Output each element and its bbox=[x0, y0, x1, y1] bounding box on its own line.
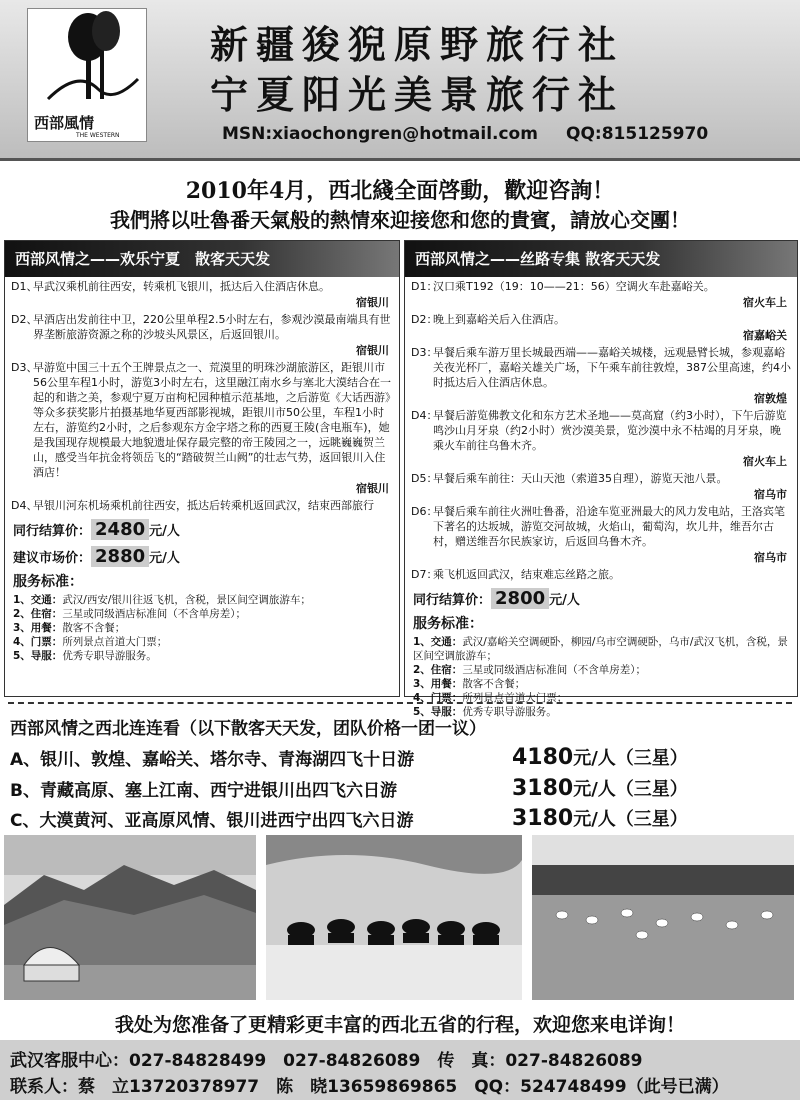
day-text: 早游览中国三十五个王牌景点之一、荒漠里的明珠沙湖旅游区，距银川市56公里车程1小时，游览3小时左右，这里融江南水乡与塞北大漠结合在一起的和谐之美，参观宁夏万亩枸杞园种植示范基地，之后游览《大话西游》等众多获奖影片拍摄基地华夏西部影视城，距银川市50公里，车程1小时左右，游览约2小时，之后参观东方金字塔之称的西夏王陵(含电瓶车)，她是我国现存规模最大地貌遗址保存最完整的帝王陵园之一，远眺巍巍贺兰山，感受当年抗金将领岳飞的“踏破贺兰山阙”的壮志气势，返回银川入住酒店！ bbox=[33, 361, 391, 479]
service-item bbox=[13, 607, 393, 621]
itinerary-day bbox=[411, 471, 791, 486]
service-text: 散客不含餐； bbox=[462, 678, 526, 690]
logo-text: 西部風情 bbox=[34, 114, 95, 132]
service-item bbox=[413, 635, 791, 663]
route-b-price bbox=[512, 775, 688, 801]
logo-subtext: THE WESTERN bbox=[76, 132, 120, 139]
route-c-price bbox=[512, 805, 688, 831]
service-item bbox=[413, 663, 791, 677]
day-text: 乘飞机返回武汉，结束难忘丝路之旅。 bbox=[433, 568, 620, 581]
itinerary-day bbox=[11, 360, 393, 480]
day-label: D6： bbox=[411, 505, 438, 518]
service-text: 三星或同级酒店标准间（不含单房差）； bbox=[462, 664, 647, 676]
day-label: D1： bbox=[411, 280, 438, 293]
market-price bbox=[13, 546, 399, 567]
day-text: 早酒店出发前往中卫，220公里单程2.5小时左右，参观沙漠最南端具有世界垄断旅游资源之称的沙坡头风景区，后返回银川。 bbox=[33, 313, 391, 341]
overnight-stay: 宿乌市 bbox=[754, 551, 787, 564]
camel-caravan-photo bbox=[266, 835, 522, 1000]
service-text: 武汉/西安/银川往返飞机，含税，景区间空调旅游车； bbox=[62, 594, 311, 606]
grassland-sheep-photo bbox=[532, 835, 794, 1000]
service-item bbox=[13, 593, 393, 607]
day-text: 早餐后乘车前往：天山天池（索道35自理），游览天池八景。 bbox=[433, 472, 728, 485]
price-unit: 元/人 bbox=[149, 551, 180, 566]
silk-road-tour-title: 西部风情之——丝路专集 散客天天发 bbox=[405, 241, 797, 277]
qq-contact: QQ:815125970 bbox=[566, 124, 709, 144]
service-text: 优秀专职导游服务。 bbox=[62, 650, 157, 662]
day-label: D1、 bbox=[11, 280, 38, 293]
service-text: 三星或同级酒店标准间（不含单房差）； bbox=[62, 608, 247, 620]
divider bbox=[8, 702, 792, 704]
desert-yurt-photo bbox=[4, 835, 256, 1000]
price-label: 同行结算价： bbox=[13, 524, 92, 539]
ningxia-tour-title: 西部风情之——欢乐宁夏 散客天天发 bbox=[5, 241, 399, 277]
service-label: 5、导服： bbox=[13, 650, 63, 662]
peer-price bbox=[413, 588, 797, 609]
service-item bbox=[13, 635, 393, 649]
service-text: 所列景点首道大门票； bbox=[462, 692, 568, 704]
day-text: 汉口乘T192（19：10——21：56）空调火车赴嘉峪关。 bbox=[433, 280, 715, 293]
day-label: D2、 bbox=[11, 313, 38, 326]
overnight-stay: 宿银川 bbox=[356, 296, 389, 309]
itinerary-day bbox=[411, 312, 791, 327]
service-text: 武汉/嘉峪关空调硬卧，柳园/乌市空调硬卧，乌市/武汉飞机，含税，景区间空调旅游车； bbox=[413, 636, 788, 662]
service-standard-title: 服务标准： bbox=[13, 574, 83, 590]
price-label: 同行结算价： bbox=[413, 593, 492, 608]
tree-logo-icon bbox=[28, 9, 146, 109]
day-label: D4、 bbox=[11, 499, 38, 512]
price-label: 建议市场价： bbox=[13, 551, 92, 566]
service-item bbox=[13, 649, 393, 663]
itinerary-day bbox=[411, 504, 791, 549]
price-unit: 元/人 bbox=[549, 593, 580, 608]
service-label: 4、门票： bbox=[413, 692, 463, 704]
subheadline-slogan: 我們將以吐魯番天氣般的熱情來迎接您和您的貴賓，請放心交團！ bbox=[110, 208, 690, 232]
service-standard-title: 服务标准： bbox=[413, 616, 483, 632]
service-center-phone: 武汉客服中心：027-84828499 027-84826089 传 真：027-84826089 bbox=[10, 1051, 643, 1071]
day-text: 晚上到嘉峪关后入住酒店。 bbox=[433, 313, 565, 326]
service-label: 5、导服： bbox=[413, 706, 463, 718]
day-label: D3、 bbox=[11, 361, 38, 374]
logo bbox=[27, 8, 147, 142]
itinerary-day bbox=[11, 279, 393, 294]
price-value: 2880 bbox=[91, 546, 149, 567]
overnight-stay: 宿敦煌 bbox=[754, 392, 787, 405]
route-b-name: B、青藏高原、塞上江南、西宁进银川出四飞六日游 bbox=[10, 781, 397, 801]
route-a-name: A、银川、敦煌、嘉峪关、塔尔寺、青海湖四飞十日游 bbox=[10, 750, 415, 770]
bottom-slogan: 我处为您准备了更精彩更丰富的西北五省的行程，欢迎您来电详询！ bbox=[114, 1014, 685, 1036]
route-price-value: 4180 bbox=[512, 745, 574, 770]
day-text: 早餐后乘车游万里长城最西端——嘉峪关城楼，远观悬臂长城，参观嘉峪关夜光杯厂，嘉峪关雄关广场，下午乘车前往敦煌，387公里高速，约4小时抵达后入住酒店休息。 bbox=[433, 346, 791, 389]
service-label: 1、交通： bbox=[13, 594, 63, 606]
itinerary-day bbox=[411, 345, 791, 390]
day-label: D5： bbox=[411, 472, 438, 485]
itinerary-day bbox=[11, 312, 393, 342]
ningxia-tour-column bbox=[4, 240, 400, 697]
itinerary-day bbox=[411, 408, 791, 453]
peer-price bbox=[13, 519, 399, 540]
day-label: D4： bbox=[411, 409, 438, 422]
service-text: 所列景点首道大门票； bbox=[62, 636, 168, 648]
service-item bbox=[413, 677, 791, 691]
route-price-value: 3180 bbox=[512, 776, 574, 801]
day-label: D2： bbox=[411, 313, 438, 326]
service-label: 3、用餐： bbox=[413, 678, 463, 690]
day-label: D7： bbox=[411, 568, 438, 581]
itinerary-day bbox=[11, 498, 393, 513]
route-a-price bbox=[512, 744, 688, 770]
price-value: 2480 bbox=[91, 519, 149, 540]
agency-name-xinjiang: 新疆狻猊原野旅行社 bbox=[210, 23, 625, 67]
day-text: 早银川河东机场乘机前往西安，抵达后转乘机返回武汉，结束西部旅行 bbox=[33, 499, 374, 512]
day-text: 早餐后游览佛教文化和东方艺术圣地——莫高窟（约3小时），下午后游览鸣沙山月牙泉（约2小时）赏沙漠美景，览沙漠中永不枯竭的月牙泉，晚乘火车前往乌鲁木齐。 bbox=[433, 409, 787, 452]
agency-name-ningxia: 宁夏阳光美景旅行社 bbox=[210, 73, 625, 117]
overnight-stay: 宿乌市 bbox=[754, 488, 787, 501]
route-price-value: 3180 bbox=[512, 806, 574, 831]
service-text: 散客不含餐； bbox=[62, 622, 126, 634]
itinerary-day bbox=[411, 567, 791, 582]
msn-contact: MSN:xiaochongren@hotmail.com bbox=[222, 124, 538, 144]
route-price-unit: 元/人（三星） bbox=[573, 779, 688, 800]
overnight-stay: 宿嘉峪关 bbox=[743, 329, 787, 342]
itinerary-day bbox=[411, 279, 791, 294]
service-item bbox=[13, 621, 393, 635]
overnight-stay: 宿银川 bbox=[356, 344, 389, 357]
route-price-unit: 元/人（三星） bbox=[573, 809, 688, 830]
overnight-stay: 宿银川 bbox=[356, 482, 389, 495]
overnight-stay: 宿火车上 bbox=[743, 296, 787, 309]
price-unit: 元/人 bbox=[149, 524, 180, 539]
headline-slogan: 2010年4月，西北綫全面啓動，歡迎咨詢！ bbox=[185, 178, 615, 204]
silk-road-tour-column bbox=[404, 240, 798, 718]
price-value: 2800 bbox=[491, 588, 549, 609]
day-label: D3： bbox=[411, 346, 438, 359]
service-label: 2、住宿： bbox=[13, 608, 63, 620]
overnight-stay: 宿火车上 bbox=[743, 455, 787, 468]
route-c-name: C、大漠黄河、亚高原风情、银川进西宁出四飞六日游 bbox=[10, 811, 414, 831]
day-text: 早餐后乘车前往火洲吐鲁番，沿途车览亚洲最大的风力发电站，王洛宾笔下著名的达坂城，游览交河故城，火焰山，葡萄沟，坎儿井，维吾尔古村，赠送维吾尔民族家访，后返回乌鲁木齐。 bbox=[433, 505, 785, 548]
route-price-unit: 元/人（三星） bbox=[573, 748, 688, 769]
contact-persons: 联系人：蔡 立13720378977 陈 晓13659869865 QQ：524748499（此号已满） bbox=[10, 1077, 729, 1097]
service-text: 优秀专职导游服务。 bbox=[462, 706, 557, 718]
service-label: 3、用餐： bbox=[13, 622, 63, 634]
northwest-routes-title: 西部风情之西北连连看（以下散客天天发，团队价格一团一议） bbox=[10, 719, 486, 739]
service-label: 4、门票： bbox=[13, 636, 63, 648]
service-label: 1、交通： bbox=[413, 636, 463, 648]
day-text: 早武汉乘机前往西安，转乘机飞银川，抵达后入住酒店休息。 bbox=[33, 280, 330, 293]
service-label: 2、住宿： bbox=[413, 664, 463, 676]
